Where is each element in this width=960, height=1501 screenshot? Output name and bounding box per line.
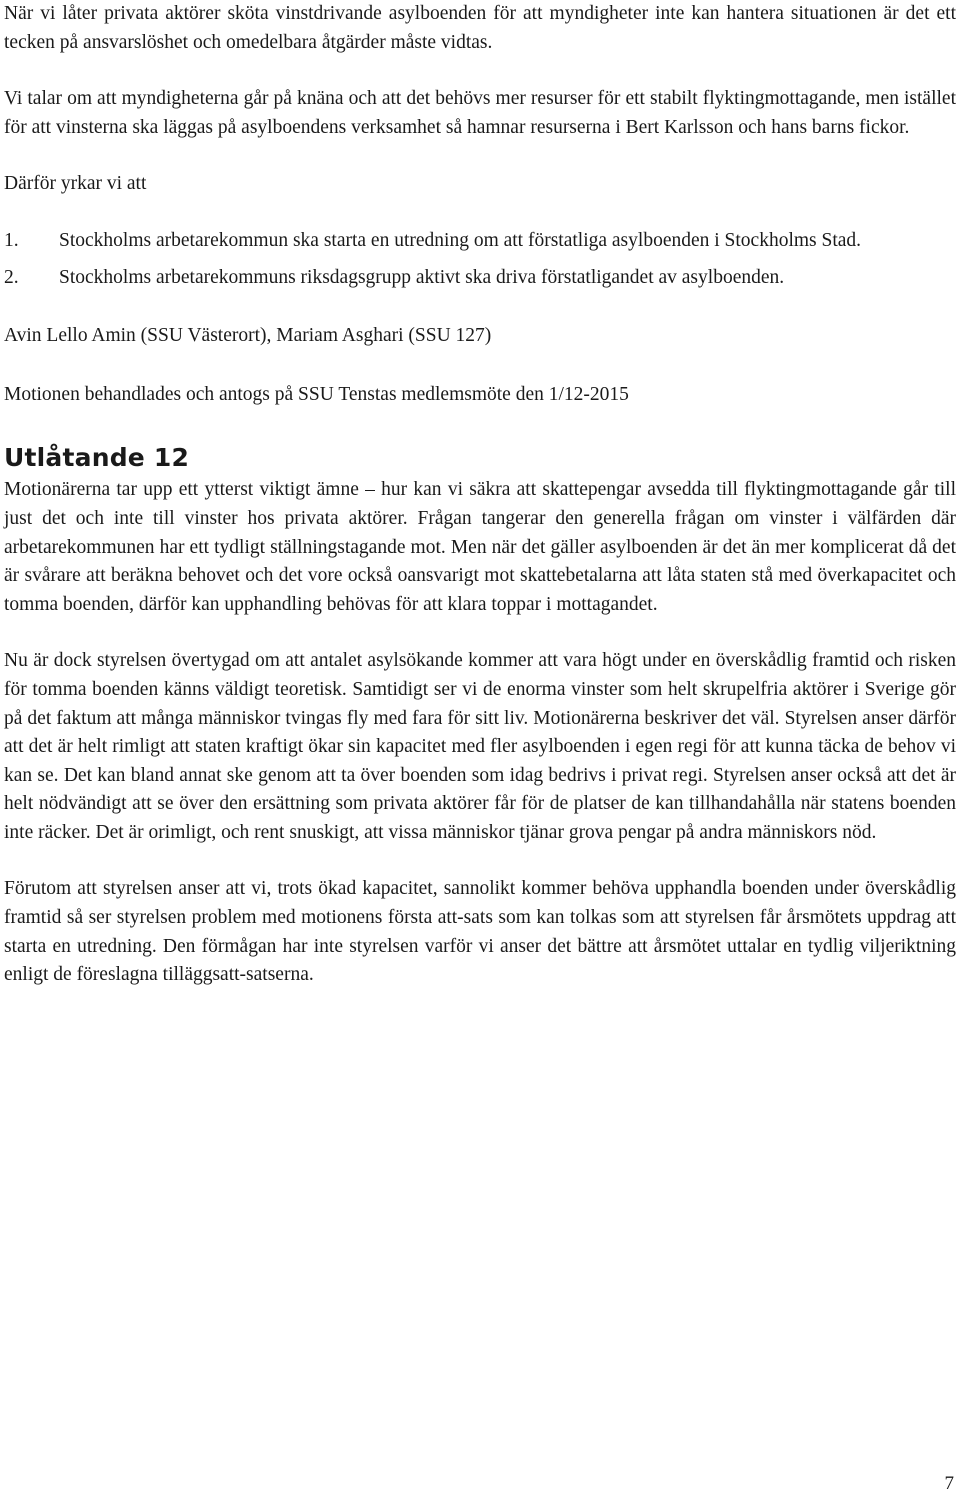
demand-text: Stockholms arbetarekommuns riksdagsgrupp aktivt ska driva förstatligandet av asylboenden. [59, 266, 785, 288]
page-number: 7 [944, 1473, 954, 1494]
demand-number: 1. [4, 229, 19, 251]
statement-paragraph-3: Förutom att styrelsen anser att vi, trots ökad kapacitet, sannolikt kommer behöva upphandla boenden under överskådlig framtid så ser styrelsen problem med motionens första att-sats som kan tolkas som att styrelsen får årsmötets uppdrag att starta en utredning. Den förmågan har inte styrelsen varför vi anser det bättre att årsmötet uttalar en tydlig viljeriktning enligt de föreslagna tilläggsatt-satserna. [4, 878, 956, 986]
demand-item [4, 264, 956, 293]
authors-line: Avin Lello Amin (SSU Västerort), Mariam Asghari (SSU 127) [4, 325, 492, 347]
decision-line: Motionen behandlades och antogs på SSU Tenstas medlemsmöte den 1/12-2015 [4, 383, 629, 405]
statement-paragraph-1: Motionärerna tar upp ett ytterst viktigt ämne – hur kan vi säkra att skattepengar avsedda till flyktingmottagande går till just det och inte till vinster hos privata aktörer. Frågan tangerar den generella frågan om vinster i välfärden där arbetarekommunen har ett tydligt ställningstagande mot. Men när det gäller asylboenden är det än mer komplicerat då det är svårare att beräkna behovet och det vore också oansvarigt mot skattebetalarna att låta staten stå med överkapacitet och tomma boenden, därför kan upphandling behövas för att klara toppar i mottagandet. [4, 479, 956, 615]
demands-list [4, 227, 956, 292]
demand-number: 2. [4, 266, 19, 288]
document-page [4, 0, 956, 990]
intro-paragraph-2: Vi talar om att myndigheterna går på knäna och att det behövs mer resurser för ett stabilt flyktingmottagande, men istället för att vinsterna ska läggas på asylboendens verksamhet så hamnar resurserna i Bert Karlsson och hans barns fickor. [4, 88, 956, 138]
statement-heading: Utlåtande 12 [4, 443, 190, 473]
demand-text: Stockholms arbetarekommun ska starta en utredning om att förstatliga asylboenden i Stockholms Stad. [59, 229, 862, 251]
demand-item [4, 227, 956, 256]
statement-paragraph-2: Nu är dock styrelsen övertygad om att antalet asylsökande kommer att vara högt under en överskådlig framtid och risken för tomma boenden känns väldigt teoretisk. Samtidigt ser vi de enorma vinster som helt skrupelfria aktörer i Sverige gör på det faktum att många människor tvingas fly med fara för sitt liv. Motionärerna beskriver det väl. Styrelsen anser därför att det är helt rimligt att staten kraftigt ökar sin kapacitet med fler asylboenden i egen regi för att kunna täcka de behov vi kan se. Det kan bland annat ske genom att ta över boenden som idag bedrivs i privat regi. Styrelsen anser också att det är helt nödvändigt att se över den ersättning som privata aktörer får för de platser de kan tillhandahålla när statens boenden inte räcker. Det är orimligt, och rent snuskigt, att vissa människor tjänar grova pengar på andra människors nöd. [4, 650, 956, 843]
intro-paragraph-1: När vi låter privata aktörer sköta vinstdrivande asylboenden för att myndigheter inte kan hantera situationen är det ett tecken på ansvarslöshet och omedelbara åtgärder måste vidtas. [4, 3, 956, 53]
demands-lead: Därför yrkar vi att [4, 173, 147, 195]
